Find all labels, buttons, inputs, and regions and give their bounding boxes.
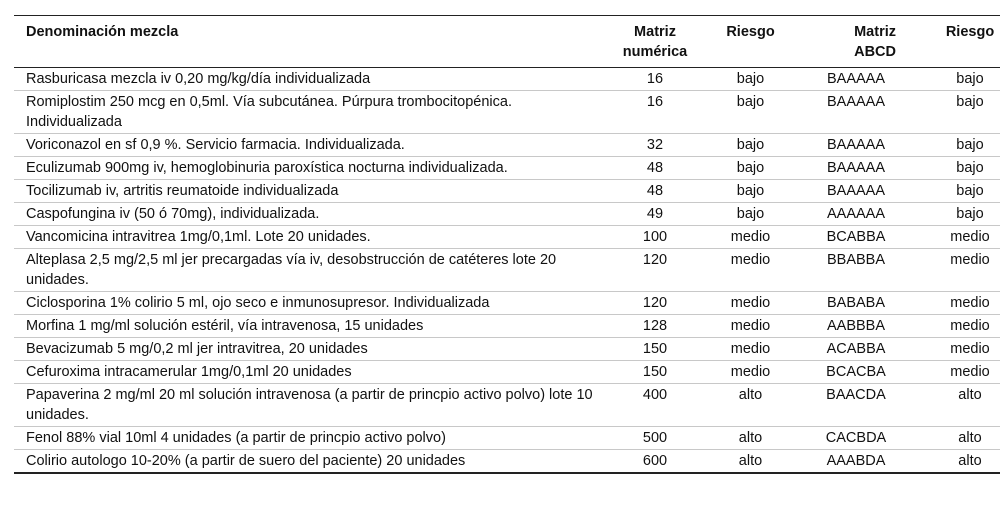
cell-risk-2: bajo [956, 206, 984, 222]
table-body [14, 68, 1000, 474]
cell-risk-2: medio [950, 341, 990, 357]
table-row [14, 134, 1000, 157]
cell-name: Eculizumab 900mg iv, hemoglobinuria paroxística nocturna individualizada. [26, 160, 508, 176]
table-row [14, 315, 1000, 338]
cell-risk-2: medio [950, 229, 990, 245]
header-matrix-numeric-line1: Matriz [634, 24, 676, 40]
cell-name: Colirio autologo 10-20% (a partir de suero del paciente) 20 unidades [26, 453, 466, 469]
cell-risk-1: medio [730, 229, 771, 245]
table-row [14, 91, 1000, 134]
table-container [14, 15, 995, 474]
cell-risk-1: bajo [736, 183, 765, 199]
table-row [14, 203, 1000, 226]
cell-name: Caspofungina iv (50 ó 70mg), individualizada. [26, 206, 320, 222]
mixtures-table [14, 15, 1000, 474]
cell-matrix-abcd: CACBDA [825, 430, 887, 446]
cell-risk-1: bajo [736, 206, 765, 222]
cell-name: Cefuroxima intracamerular 1mg/0,1ml 20 unidades [26, 364, 352, 380]
cell-risk-1: bajo [736, 137, 765, 153]
cell-risk-2: alto [958, 430, 982, 446]
cell-name: Romiplostim 250 mcg en 0,5ml. Vía subcutánea. Púrpura trombocitopénica. Individualizada [26, 94, 512, 130]
cell-matrix-abcd: BCACBA [826, 364, 886, 380]
cell-risk-1: alto [738, 430, 763, 446]
header-matrix-abcd-line2: ABCD [854, 44, 896, 60]
cell-name: Alteplasa 2,5 mg/2,5 ml jer precargadas vía iv, desobstrucción de catéteres lote 20 unidades. [26, 252, 557, 288]
cell-risk-1: medio [730, 252, 771, 268]
cell-matrix-numeric: 400 [642, 387, 668, 403]
cell-risk-2: medio [950, 295, 990, 311]
header-row [14, 16, 1000, 68]
table-row [14, 249, 1000, 292]
cell-matrix-numeric: 16 [646, 94, 664, 110]
cell-risk-2: bajo [956, 94, 984, 110]
header-matrix-numeric-line2: numérica [622, 44, 688, 60]
cell-matrix-numeric: 150 [642, 364, 668, 380]
header-matrix-abcd [800, 16, 916, 68]
table-row [14, 292, 1000, 315]
header-name: Denominación mezcla [14, 16, 609, 68]
cell-matrix-abcd: BAAAAA [826, 160, 886, 176]
cell-name: Vancomicina intravitrea 1mg/0,1ml. Lote 20 unidades. [26, 229, 371, 245]
cell-risk-2: alto [958, 453, 982, 469]
table-row [14, 361, 1000, 384]
cell-matrix-abcd: AAABDA [826, 453, 886, 469]
cell-risk-2: bajo [956, 160, 984, 176]
header-matrix-numeric [609, 16, 701, 68]
cell-matrix-abcd: BBABBA [826, 252, 886, 268]
cell-risk-1: medio [730, 341, 771, 357]
cell-risk-2: bajo [956, 183, 984, 199]
cell-matrix-numeric: 32 [646, 137, 664, 153]
cell-matrix-numeric: 16 [646, 71, 664, 87]
cell-matrix-abcd: ACABBA [826, 341, 886, 357]
table-row [14, 338, 1000, 361]
cell-name: Papaverina 2 mg/ml 20 ml solución intravenosa (a partir de princpio activo polvo) lote 10 unidades. [26, 387, 593, 423]
cell-matrix-abcd: AAAAAA [826, 206, 886, 222]
cell-matrix-numeric: 120 [642, 252, 668, 268]
cell-risk-1: alto [738, 387, 763, 403]
table-row [14, 68, 1000, 91]
cell-risk-1: alto [738, 453, 763, 469]
cell-name: Tocilizumab iv, artritis reumatoide individualizada [26, 183, 339, 199]
table-row [14, 384, 1000, 427]
table-row [14, 180, 1000, 203]
cell-name: Ciclosporina 1% colirio 5 ml, ojo seco e inmunosupresor. Individualizada [26, 295, 490, 311]
cell-matrix-numeric: 49 [646, 206, 664, 222]
cell-name: Bevacizumab 5 mg/0,2 ml jer intravitrea, 20 unidades [26, 341, 368, 357]
cell-matrix-numeric: 48 [646, 183, 664, 199]
cell-risk-2: medio [950, 364, 990, 380]
cell-matrix-numeric: 128 [642, 318, 668, 334]
cell-risk-1: bajo [736, 94, 765, 110]
cell-matrix-abcd: BAAAAA [826, 137, 886, 153]
cell-name: Fenol 88% vial 10ml 4 unidades (a partir de princpio activo polvo) [26, 430, 446, 446]
cell-matrix-abcd: BAAAAA [826, 183, 886, 199]
cell-matrix-numeric: 150 [642, 341, 668, 357]
cell-risk-1: bajo [736, 160, 765, 176]
table-header [14, 16, 1000, 68]
cell-name: Rasburicasa mezcla iv 0,20 mg/kg/día individualizada [26, 71, 371, 87]
cell-matrix-abcd: AABBBA [826, 318, 886, 334]
cell-matrix-abcd: BCABBA [826, 229, 886, 245]
table-row [14, 226, 1000, 249]
cell-risk-1: medio [730, 318, 771, 334]
cell-risk-2: alto [958, 387, 982, 403]
cell-risk-1: bajo [736, 71, 765, 87]
cell-matrix-numeric: 48 [646, 160, 664, 176]
cell-name: Morfina 1 mg/ml solución estéril, vía intravenosa, 15 unidades [26, 318, 424, 334]
cell-matrix-abcd: BAACDA [826, 387, 886, 403]
header-risk-1: Riesgo [701, 16, 800, 68]
table-row [14, 427, 1000, 450]
cell-risk-1: medio [730, 295, 771, 311]
cell-risk-2: bajo [956, 137, 984, 153]
header-matrix-abcd-line1: Matriz [854, 24, 896, 40]
header-risk-2: Riesgo [916, 16, 1000, 68]
table-row [14, 157, 1000, 180]
cell-matrix-numeric: 120 [642, 295, 668, 311]
table-row [14, 450, 1000, 474]
cell-name: Voriconazol en sf 0,9 %. Servicio farmacia. Individualizada. [26, 137, 405, 153]
cell-matrix-abcd: BAAAAA [826, 94, 886, 110]
cell-matrix-numeric: 600 [642, 453, 668, 469]
cell-risk-1: medio [730, 364, 771, 380]
cell-matrix-numeric: 500 [642, 430, 668, 446]
cell-risk-2: bajo [956, 71, 984, 87]
cell-matrix-numeric: 100 [642, 229, 668, 245]
cell-matrix-abcd: BABABA [826, 295, 886, 311]
cell-risk-2: medio [950, 318, 990, 334]
cell-matrix-abcd: BAAAAA [826, 71, 886, 87]
cell-risk-2: medio [950, 252, 990, 268]
